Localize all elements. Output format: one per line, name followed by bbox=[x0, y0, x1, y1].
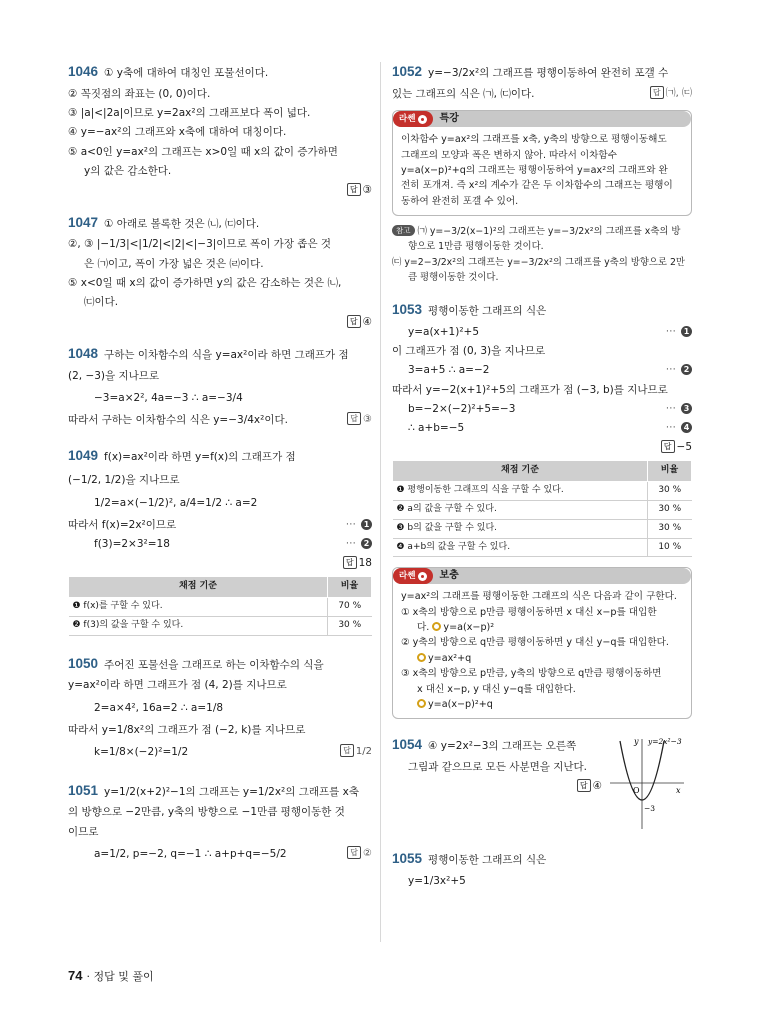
problem-1053 bbox=[392, 300, 692, 557]
reference-note: 참고 ㈀ y=−3/2(x−1)²의 그래프는 y=−3/2x²의 그래프를 x축의 방 향으로 1만큼 평행이동한 것이다. ㈂ y=2−3/2x²의 그래프는 y=−3/2x²의 그래프를 y축의 방향으로 2만 큼 평행이동한 것이다. bbox=[392, 225, 685, 284]
solution-line: y의 값은 감소한다. bbox=[84, 164, 172, 177]
solution-line: 따라서 구하는 이차함수의 식은 y=−3/4x²이다. 답 ③ bbox=[68, 414, 372, 427]
solution-line: ③ |a|<|2a|이므로 y=2ax²의 그래프보다 폭이 넓다. bbox=[68, 107, 311, 120]
step-marker: ⋯ 2 bbox=[666, 362, 692, 378]
result-circle-icon bbox=[417, 653, 426, 662]
problem-1048 bbox=[68, 344, 372, 429]
solution-line: 평행이동한 그래프의 식은 bbox=[428, 854, 547, 867]
solution-line: 있는 그래프의 식은 ㈀, ㈂이다. 답 ㈀, ㈂ bbox=[392, 87, 692, 100]
solution-line: 1/2=a×(−1/2)², a/4=1/2 ∴ a=2 bbox=[94, 496, 258, 509]
y-label: y bbox=[634, 737, 639, 747]
solution-line: ②, ③ |−1/3|<|1/2|<|2|<|−3|이므로 폭이 가장 좁은 것 bbox=[68, 238, 332, 251]
grading-table: 채점 기준 비율 ❶ 평행이동한 그래프의 식을 구할 수 있다. 30 % ❷ a의 값을 구할 수 있다. 30 % ❸ b의 값을 구할 수 있다. 30 % ❹ a+b의 값을 구할 수 있다. 10 % bbox=[392, 460, 692, 558]
solution-line: ④ y=2x²−3의 그래프는 오른쪽 bbox=[428, 740, 577, 753]
table-row: ❷ a의 값을 구할 수 있다. 30 % bbox=[393, 500, 692, 519]
solution-line: y=a(x+1)²+5 ⋯ 1 bbox=[392, 324, 692, 340]
answer: 답 −5 bbox=[392, 439, 692, 455]
parabola-graph bbox=[606, 735, 688, 833]
solution-line: 3=a+5 ∴ a=−2 ⋯ 2 bbox=[392, 362, 692, 378]
problem-1047 bbox=[68, 213, 372, 330]
step-marker: ⋯ 4 bbox=[666, 420, 692, 436]
problem-1050 bbox=[68, 654, 372, 761]
tip-box-header: 라쎈 보충 bbox=[393, 568, 691, 584]
solution-line: a=1/2, p=−2, q=−1 ∴ a+p+q=−5/2 답 ② bbox=[94, 847, 372, 860]
solution-line: −3=a×2², 4a=−3 ∴ a=−3/4 bbox=[94, 391, 243, 404]
solution-line: ∴ a+b=−5 ⋯ 4 bbox=[392, 420, 692, 436]
problem-number: 1046 bbox=[68, 64, 99, 79]
step-marker: ⋯ 3 bbox=[666, 401, 692, 417]
answer: 답 18 bbox=[68, 555, 372, 571]
solution-line: 따라서 y=1/8x²의 그래프가 점 (−2, k)를 지나므로 bbox=[68, 724, 306, 736]
answer: 답 1/2 bbox=[340, 744, 372, 760]
solution-line: (2, −3)을 지나므로 bbox=[68, 369, 160, 382]
answer-icon: 답 bbox=[347, 315, 361, 328]
answer-icon: 답 bbox=[650, 86, 664, 99]
answer-icon: 답 bbox=[343, 556, 357, 569]
solution-line: (−1/2, 1/2)을 지나므로 bbox=[68, 474, 180, 487]
step-marker: ⋯ 2 bbox=[346, 536, 372, 552]
answer: 답 ④ bbox=[392, 778, 692, 794]
solution-line: 은 ㈀이고, 폭이 가장 넓은 것은 ㈃이다. bbox=[84, 257, 264, 270]
answer-icon: 답 bbox=[577, 779, 591, 792]
lassen-badge: 라쎈 bbox=[393, 568, 433, 584]
tip-box-header: 라쎈 특강 bbox=[393, 111, 691, 127]
solution-line: ① y축에 대하여 대칭인 포물선이다. bbox=[104, 67, 269, 79]
table-row: ❹ a+b의 값을 구할 수 있다. 10 % bbox=[393, 538, 692, 557]
problem-number: 1055 bbox=[392, 851, 423, 867]
solution-line: 따라서 y=−2(x+1)²+5의 그래프가 점 (−3, b)를 지나므로 bbox=[392, 383, 668, 396]
answer: 답 ② bbox=[347, 846, 372, 862]
problem-1055 bbox=[392, 849, 692, 889]
x-label: x bbox=[676, 786, 681, 796]
solution-line: b=−2×(−2)²+5=−3 ⋯ 3 bbox=[392, 401, 692, 417]
page-number: 74 bbox=[68, 968, 83, 983]
problem-number: 1047 bbox=[68, 214, 99, 230]
answer-icon: 답 bbox=[347, 183, 361, 196]
solution-line: y=−3/2x²의 그래프를 평행이동하여 완전히 포갤 수 bbox=[428, 67, 669, 79]
solution-line: f(3)=2×3²=18 ⋯ 2 bbox=[68, 536, 372, 552]
answer-icon: 답 bbox=[661, 440, 675, 453]
badge-dot-icon bbox=[418, 572, 427, 581]
answer: 답 ③ bbox=[68, 182, 372, 198]
solution-line: f(x)=ax²이라 하면 y=f(x)의 그래프가 점 bbox=[104, 451, 296, 464]
step-marker: ⋯ 1 bbox=[346, 517, 372, 533]
problem-number: 1048 bbox=[68, 345, 99, 361]
problem-1054 bbox=[392, 735, 692, 835]
left-column bbox=[68, 62, 372, 876]
problem-number: 1054 bbox=[392, 737, 423, 753]
problem-1049 bbox=[68, 446, 372, 635]
badge-dot-icon bbox=[418, 115, 427, 124]
solution-line: y=1/2(x+2)²−1의 그래프는 y=1/2x²의 그래프를 x축 bbox=[104, 785, 359, 798]
problem-number: 1051 bbox=[68, 782, 99, 798]
solution-line: ④ y=−ax²의 그래프와 x축에 대하여 대칭이다. bbox=[68, 126, 287, 139]
answer: 답 ③ bbox=[347, 412, 372, 428]
grading-table: 채점 기준 비율 ❶ f(x)를 구할 수 있다. 70 % ❷ f(3)의 값을 구할 수 있다. 30 % bbox=[68, 576, 372, 636]
right-column bbox=[392, 62, 692, 903]
table-row: ❷ f(3)의 값을 구할 수 있다. 30 % bbox=[69, 616, 372, 635]
problem-number: 1052 bbox=[392, 64, 423, 79]
solution-line: ⑤ a<0인 y=ax²의 그래프는 x>0일 때 x의 값이 증가하면 bbox=[68, 145, 338, 158]
graph-equation: y=2x²−3 bbox=[648, 737, 682, 747]
answer-icon: 답 bbox=[340, 744, 354, 757]
answer: 답 ㈀, ㈂ bbox=[650, 86, 692, 102]
tip-box-supplement: 라쎈 보충 y=ax²의 그래프를 평행이동한 그래프의 식은 다음과 같이 구한다. ① x축의 방향으로 p만큼 평행이동하면 x 대신 x−p를 대입한 다. y=a(x−p)² ② y축의 방향으로 q만큼 평행이동하면 y 대신 y−q를 대입한다. y=ax²+q ③ x축의 방향으로 p만큼, y축의 방향으로 q만큼 평행이동하면 x 대신 x−p, y 대신 y−q를 대입한다. y=a(x−p)²+q bbox=[392, 567, 692, 719]
solution-line: 이 그래프가 점 (0, 3)을 지나므로 bbox=[392, 345, 546, 358]
solution-line: 주어진 포물선을 그래프로 하는 이차함수의 식을 bbox=[104, 658, 324, 671]
problem-1046 bbox=[68, 62, 372, 199]
solution-line: k=1/8×(−2)²=1/2 답 1/2 bbox=[94, 746, 372, 759]
problem-number: 1049 bbox=[68, 448, 99, 464]
solution-line: 따라서 f(x)=2x²이므로 ⋯ 1 bbox=[68, 517, 372, 533]
table-row: ❶ f(x)를 구할 수 있다. 70 % bbox=[69, 597, 372, 616]
result-circle-icon bbox=[432, 622, 441, 631]
footer-label: · 정답 및 풀이 bbox=[86, 970, 154, 983]
problem-1052 bbox=[392, 62, 692, 102]
solution-line: ① 아래로 볼록한 것은 ㈁, ㈂이다. bbox=[104, 217, 260, 230]
solution-line: ② 꼭짓점의 좌표는 (0, 0)이다. bbox=[68, 87, 211, 100]
solution-line: 의 방향으로 −2만큼, y축의 방향으로 −1만큼 평행이동한 것 bbox=[68, 806, 345, 819]
y-intercept-label: −3 bbox=[644, 804, 656, 814]
solution-line: 이므로 bbox=[68, 825, 99, 838]
result-circle-icon bbox=[417, 699, 426, 708]
solution-line: y=ax²이라 하면 그래프가 점 (4, 2)를 지나므로 bbox=[68, 679, 287, 692]
tip-box-special: 라쎈 특강 이차함수 y=ax²의 그래프를 x축, y축의 방향으로 평행이동해도 그래프의 모양과 폭은 변하지 않아. 따라서 이차함수 y=a(x−p)²+q의 그래프는 평행이동하여 y=ax²의 그래프와 완 전히 포개져. 즉 x²의 계수가 같은 두 이차함수의 그래프는 평행이 동하여 완전히 포갤 수 있어. bbox=[392, 110, 692, 216]
column-divider bbox=[380, 62, 381, 942]
table-row: ❶ 평행이동한 그래프의 식을 구할 수 있다. 30 % bbox=[393, 481, 692, 500]
page-footer bbox=[68, 966, 154, 986]
origin-label: O bbox=[633, 786, 640, 796]
step-marker: ⋯ 1 bbox=[666, 324, 692, 340]
solution-line: 그림과 같으므로 모든 사분면을 지난다. bbox=[408, 761, 587, 774]
problem-1051 bbox=[68, 781, 372, 863]
reference-tag: 참고 bbox=[392, 225, 415, 236]
table-row: ❸ b의 값을 구할 수 있다. 30 % bbox=[393, 519, 692, 538]
answer-icon: 답 bbox=[347, 412, 361, 425]
problem-number: 1050 bbox=[68, 655, 99, 671]
problem-number: 1053 bbox=[392, 301, 423, 317]
solution-line: ⑤ x<0일 때 x의 값이 증가하면 y의 값은 감소하는 것은 ㈁, bbox=[68, 276, 342, 289]
answer: 답 ④ bbox=[68, 314, 372, 330]
solution-line: 구하는 이차함수의 식을 y=ax²이라 하면 그래프가 점 bbox=[104, 348, 349, 361]
solution-line: ㈂이다. bbox=[84, 296, 119, 309]
solution-line: y=1/3x²+5 bbox=[408, 875, 466, 888]
answer-icon: 답 bbox=[347, 846, 361, 859]
solution-line: 2=a×4², 16a=2 ∴ a=1/8 bbox=[94, 701, 224, 714]
lassen-badge: 라쎈 bbox=[393, 111, 433, 127]
solution-line: 평행이동한 그래프의 식은 bbox=[428, 304, 547, 317]
